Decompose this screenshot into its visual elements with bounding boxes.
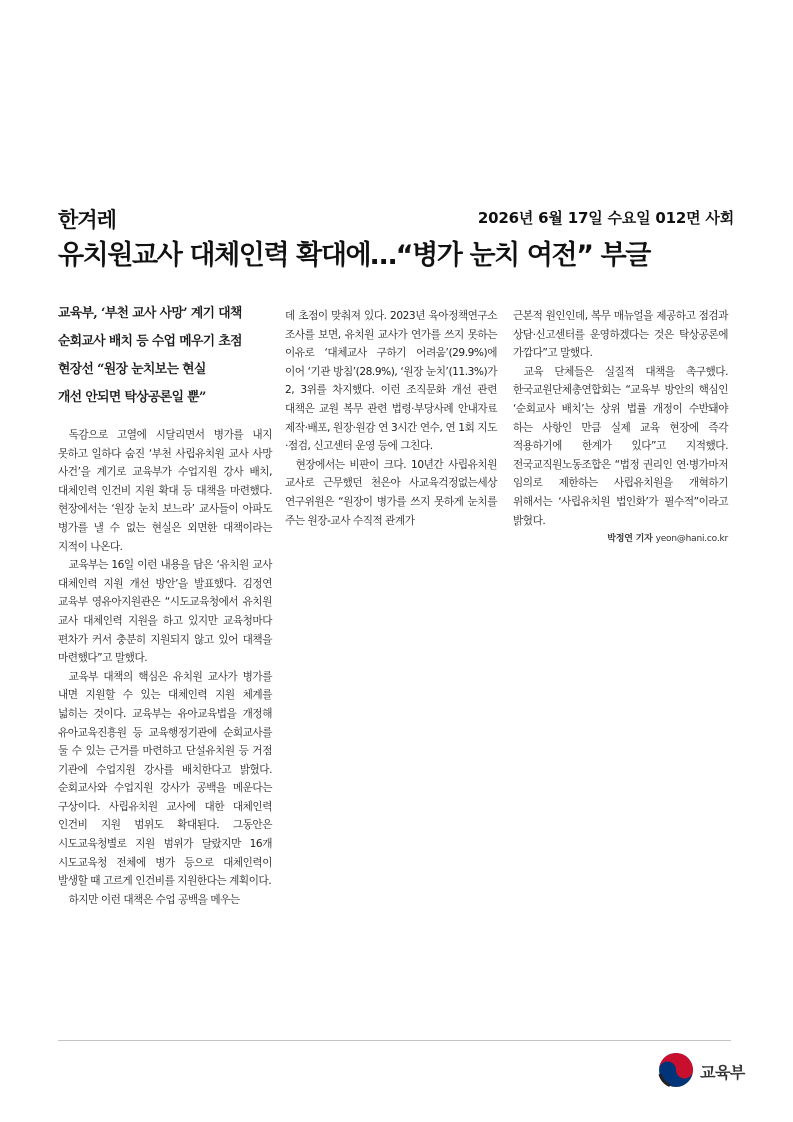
subhead-line: 순회교사 배치 등 수업 메우기 초점 bbox=[58, 334, 242, 349]
reporter-email: yeon@hani.co.kr bbox=[655, 534, 728, 545]
article-subheads bbox=[58, 300, 273, 412]
newspaper-logo: 한겨레 bbox=[58, 208, 116, 232]
article-paragraph: 교육부 대책의 핵심은 유치원 교사가 병가를 내면 지원할 수 있는 대체인력 지원 체계를 넓히는 것이다. 교육부는 유아교육법을 개정해 유아교육진흥원 등 교육행정기관에 순회교사를 둘 수 있는 근거를 마련하고 단설유치원 등 거점 기관에 수업지원 강사를 배치한다고 밝혔다. 순회교사와 수업지원 강사가 공백을 메운다는 구상이다. 사립유치원 교사에 대한 대체인력 인건비 지원 범위도 확대된다. 그동안은 시도교육청별로 지원 범위가 달랐지만 16개 시도교육청 전체에 병가 등으로 대체인력이 발생할 때 고르게 인건비를 지원한다는 계획이다. bbox=[58, 670, 272, 888]
article-paragraph: 현장에서는 비판이 크다. 10년간 사립유치원 교사로 근무했던 천은아 사교육걱정없는세상 연구위원은 “원장이 병가를 쓰지 못하게 눈치를 주는 원장-교사 수직적 관계가 bbox=[285, 458, 497, 527]
article-headline: 유치원교사 대체인력 확대에…“병가 눈치 여전” 부글 bbox=[58, 240, 650, 271]
ministry-name: 교육부 bbox=[700, 1063, 745, 1082]
subhead-line: 개선 안되면 탁상공론일 뿐” bbox=[58, 390, 206, 405]
article-column-1 bbox=[58, 426, 272, 909]
article-paragraph: 교육부는 16일 이런 내용을 담은 ‘유치원 교사 대체인력 지원 개선 방안’을 발표했다. 김정연 교육부 영유아지원관은 “시도교육청에서 유치원 교사 대체인력 지원을 하고 있지만 교육청마다 편차가 커서 충분히 지원되지 않고 있어 대책을 마련했다”고 말했다. bbox=[58, 559, 272, 665]
subhead-line: 교육부, ‘부천 교사 사망’ 계기 대책 bbox=[58, 306, 242, 321]
article-paragraph-continued: 데 초점이 맞춰져 있다. 2023년 육아정책연구소 조사를 보면, 유치원 교사가 연가를 쓰지 못하는 이유로 ‘대체교사 구하기 어려움’(29.9%)에 이어 ‘기관 방침’(28.9%), ‘원장 눈치’(11.3%)가 2, 3위를 차지했다. 이런 조직문화 개선 관련 대책은 교원 복무 관련 법령·부당사례 안내자료 제작·배포, 원장·원감 연 3시간 연수, 연 1회 지도·점검, 신고센터 운영 등에 그친다. bbox=[285, 310, 497, 453]
article-paragraph: 교육 단체들은 실질적 대책을 촉구했다. 한국교원단체총연합회는 “교육부 방안의 핵심인 ‘순회교사 배치’는 상위 법률 개정이 수반돼야 하는 사항인 만큼 실제 교육 현장에 즉각 적용하기에 한계가 있다”고 지적했다. 전국교직원노동조합은 “법정 권리인 연·병가마저 임의로 제한하는 사립유치원을 개혁하기 위해서는 ‘사립유치원 법인화’가 필수적”이라고 밝혔다. bbox=[513, 365, 728, 527]
publication-dateline: 2026년 6월 17일 수요일 012면 사회 bbox=[477, 209, 734, 227]
article-column-2 bbox=[285, 307, 497, 530]
article-paragraph: 독감으로 고열에 시달리면서 병가를 내지 못하고 일하다 숨진 ‘부천 사립유치원 교사 사망 사건’을 계기로 교육부가 수업지원 강사 배치, 대체인력 인건비 지원 확대 등 대책을 마련했다. 현장에서는 ‘원장 눈치 보느라’ 교사들이 아파도 병가를 낼 수 없는 현실은 외면한 대책이라는 지적이 나온다. bbox=[58, 429, 272, 553]
masthead bbox=[58, 204, 734, 232]
subhead-line: 현장선 “원장 눈치보는 현실 bbox=[58, 362, 206, 377]
article-paragraph-continued: 근본적 원인인데, 복무 매뉴얼을 제공하고 점검과 상담·신고센터를 운영하겠다는 것은 탁상공론에 가깝다”고 말했다. bbox=[513, 310, 728, 360]
taegeuk-emblem-icon bbox=[658, 1052, 694, 1088]
reporter-name: 박정연 기자 bbox=[607, 534, 653, 545]
byline bbox=[513, 530, 728, 549]
ministry-logo bbox=[658, 1052, 758, 1088]
footer-divider bbox=[58, 1040, 731, 1041]
article-paragraph: 하지만 이런 대책은 수업 공백을 메우는 bbox=[68, 893, 240, 906]
article-column-3 bbox=[513, 307, 728, 549]
